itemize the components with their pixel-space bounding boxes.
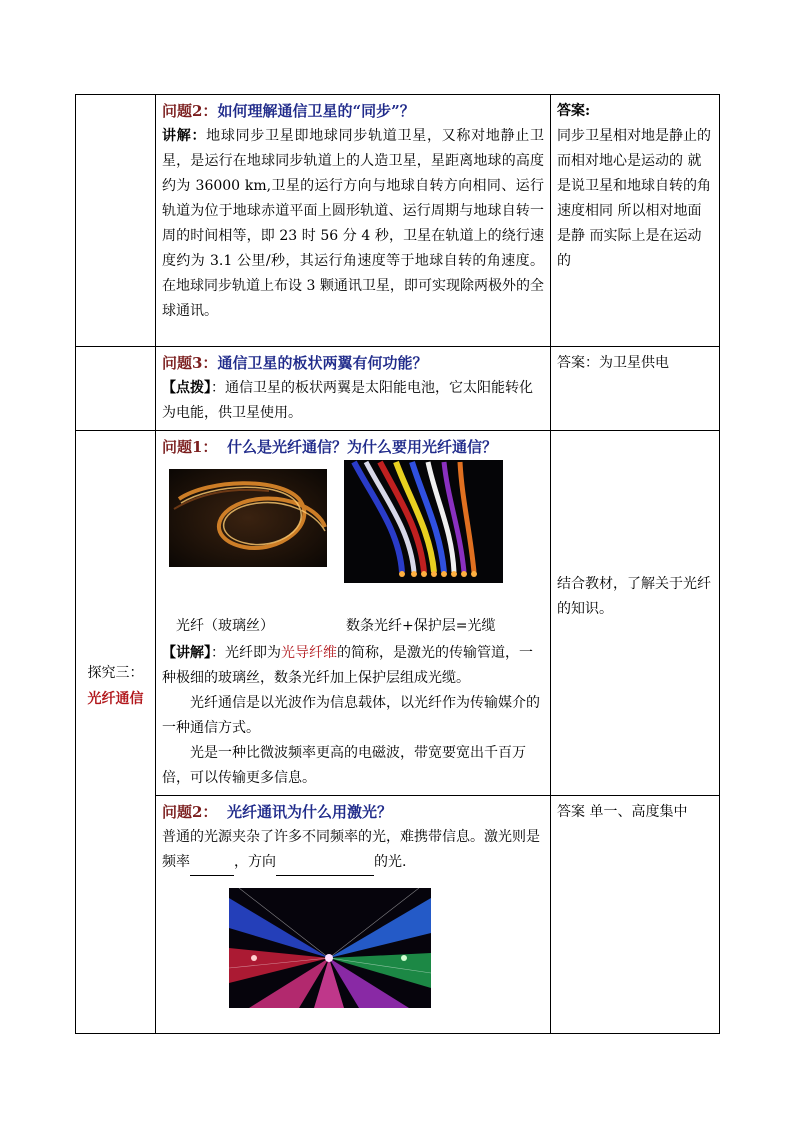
question-cell — [156, 347, 551, 431]
explain-text: 地球同步卫星即地球同步轨道卫星，又称对地静止卫星，是运行在地球同步轨道上的人造卫星，星距离地球的高度约为 36000 km,卫星的运行方向与地球自转方向相同、运行轨道为位于地球赤道平面上圆形轨道、运行周期与地球自转一周的时间相等，即 23 时 56 分 4 秒，卫星在轨道上的绕行速度约为 3.1 公里/秒，其运行角速度等于地球自转的角速度。在地球同步轨道上布设 3 颗通讯卫星，即可实现除两极外的全球通讯。 — [162, 128, 545, 319]
stage-cell-empty — [76, 95, 156, 347]
stage-cell — [76, 431, 156, 1034]
fill-text: 普通的光源夹杂了许多不同频率的光，难携带信息。激光则是频率 — [162, 829, 540, 870]
lesson-table — [75, 94, 720, 1034]
fiber-cable-image — [344, 460, 503, 583]
question-title: 光纤通讯为什么用激光？ — [226, 803, 392, 821]
stage-cell-empty — [76, 347, 156, 431]
answer-text: 结合教材，了解关于光纤的知识。 — [557, 576, 711, 617]
explain-label: 【讲解】 — [162, 645, 211, 661]
cable-caption: 数条光纤+保护层=光缆 — [346, 618, 496, 634]
explain-text-pre: ：光纤即为 — [211, 645, 281, 661]
explain-label: 讲解： — [162, 128, 207, 144]
answer-label: 答案: — [557, 103, 591, 119]
stage-topic: 光纤通信 — [87, 691, 144, 707]
question-number: 问题1： — [162, 438, 218, 456]
row-wings-question — [76, 347, 720, 431]
fill-text: ，方向 — [234, 854, 276, 870]
explain-paragraph: 光是一种比微波频率更高的电磁波，带宽要宽出千百万倍，可以传输更多信息。 — [162, 745, 526, 786]
answer-text: 答案：为卫星供电 — [557, 355, 669, 371]
answer-text: 答案 单一、高度集中 — [557, 804, 688, 820]
question-number: 问题2： — [162, 803, 218, 821]
question-title: 什么是光纤通信？为什么要用光纤通信？ — [226, 438, 497, 456]
hint-text: ：通信卫星的板状两翼是太阳能电池，它太阳能转化为电能，供卫星使用。 — [162, 380, 533, 421]
row-sync-question — [76, 95, 720, 347]
explain-paragraph: 光纤通信是以光波作为信息载体，以光纤作为传输媒介的一种通信方式。 — [162, 695, 540, 736]
photo-captions — [162, 615, 544, 637]
row-fiber-question — [76, 431, 720, 796]
explain-term: 光导纤维 — [281, 645, 337, 661]
question-title: 如何理解通信卫星的“同步”？ — [217, 102, 415, 120]
fiber-loop-image — [169, 469, 327, 567]
fill-text: 的光. — [374, 854, 407, 870]
answer-cell — [551, 347, 720, 431]
answer-cell — [551, 431, 720, 796]
question-cell — [156, 95, 551, 347]
answer-text: 同步卫星相对地是静止的 而相对地心是运动的 就是说卫星和地球自转的角速度相同 所以相对地面是静 而实际上是在运动的 — [557, 128, 711, 269]
blank-direction — [276, 850, 374, 876]
question-title: 通信卫星的板状两翼有何功能？ — [217, 354, 428, 372]
question-number: 问题2： — [162, 102, 218, 120]
stage-label: 探究三： — [87, 665, 144, 681]
blank-frequency — [190, 850, 234, 876]
row-laser-question — [76, 796, 720, 1034]
fiber-photos — [162, 460, 544, 615]
answer-cell — [551, 95, 720, 347]
laser-show-image — [229, 888, 431, 1008]
answer-cell — [551, 796, 720, 1034]
fiber-caption: 光纤（玻璃丝） — [176, 618, 274, 634]
question-cell — [156, 796, 551, 1034]
hint-label: 【点拨】 — [162, 380, 211, 396]
explain-text-post: 的简称，是激光的传输管道，一种极细的玻璃丝，数条光纤加上保护层组成光缆。 — [162, 645, 533, 686]
question-number: 问题3： — [162, 354, 218, 372]
question-cell — [156, 431, 551, 796]
